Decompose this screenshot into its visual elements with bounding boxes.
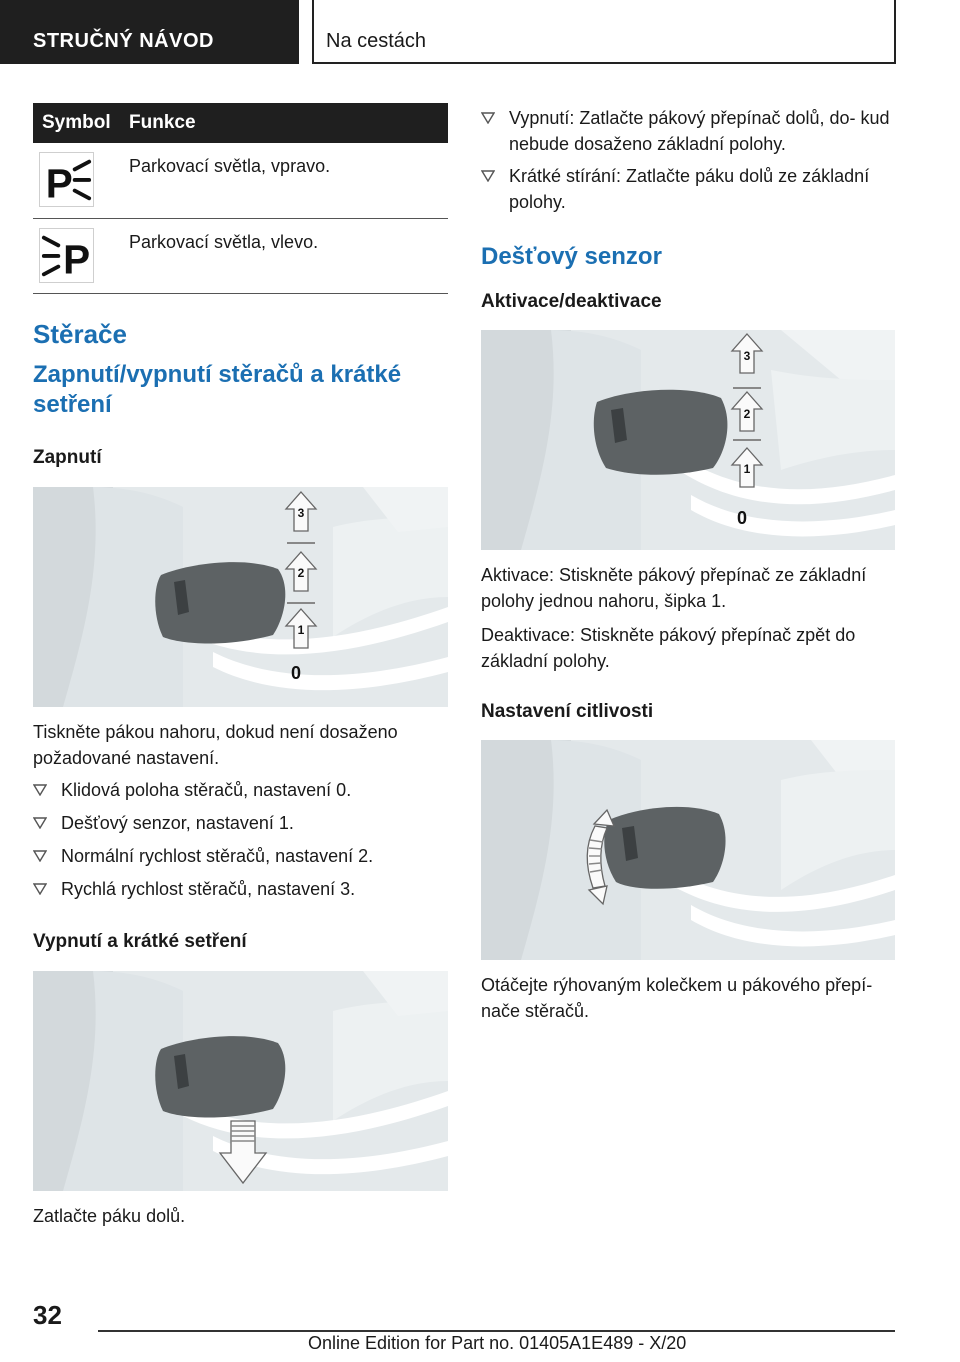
list-item: Klidová poloha stěračů, nastavení 0. (33, 777, 448, 803)
function-cell: Parkovací světla, vlevo. (121, 218, 448, 293)
function-cell: Parkovací světla, vpravo. (121, 143, 448, 218)
fig3-label-3: 3 (743, 349, 751, 363)
fig1-label-2: 2 (297, 565, 305, 580)
bullet-triangle-icon (481, 170, 495, 182)
off-heading: Vypnutí a krátké setření (33, 930, 247, 952)
table-row (33, 143, 448, 218)
fig1-label-1: 1 (297, 622, 305, 637)
list-item: Krátké stírání: Zatlačte páku dolů ze základní polohy. (481, 163, 895, 215)
activation-heading: Aktivace/deaktivace (481, 291, 662, 312)
rain-sensor-lever-illustration (481, 330, 895, 550)
subsection-title: Zapnutí/vypnutí stěračů a krátké setření (33, 360, 402, 418)
bullet-triangle-icon (33, 784, 47, 796)
deactivation-text: Deaktivace: Stiskněte pákový přepínač zpět do základní polohy. (481, 625, 856, 671)
section-tab: STRUČNÝ NÁVOD (0, 0, 299, 64)
symbol-table (33, 103, 448, 294)
parking-light-left-icon (39, 228, 94, 283)
rain-sensor-title: Dešťový senzor (481, 243, 662, 270)
sensitivity-text: Otáčejte rýhovaným kolečkem u pákového přepí- nače stěračů. (481, 975, 873, 1021)
fig1-label-0: 0 (291, 662, 302, 683)
sensitivity-heading: Nastavení citlivosti (481, 701, 654, 722)
list-item: Dešťový senzor, nastavení 1. (33, 810, 448, 836)
page-number: 32 (33, 1300, 62, 1330)
footer-divider (98, 1330, 895, 1332)
symbol-column-header: Symbol (33, 103, 121, 143)
list-item: Rychlá rychlost stěračů, nastavení 3. (33, 876, 448, 902)
wiper-lever-down-illustration (33, 971, 448, 1191)
list-item: Normální rychlost stěračů, nastavení 2. (33, 843, 448, 869)
fig3-label-2: 2 (743, 407, 751, 421)
svg-text:P: P (45, 160, 73, 207)
on-instruction: Tiskněte pákou nahoru, dokud není dosaženo požadované nastavení. (33, 721, 398, 768)
bullet-triangle-icon (33, 883, 47, 895)
edition-note: Online Edition for Part no. 01405A1E489 - X/20 (308, 1333, 687, 1353)
fig3-label-1: 1 (743, 462, 751, 476)
setting-list (33, 777, 448, 902)
bullet-triangle-icon (481, 112, 495, 124)
off-instruction: Zatlačte páku dolů. (33, 1205, 186, 1226)
activation-text: Aktivace: Stiskněte pákový přepínač ze základní polohy jednou nahoru, šipka 1. (481, 565, 867, 611)
bullet-triangle-icon (33, 817, 47, 829)
fig3-label-0: 0 (737, 508, 748, 528)
parking-light-right-icon (39, 152, 94, 207)
left-column (33, 103, 448, 1229)
svg-text:P: P (63, 235, 91, 282)
section-title: Stěrače (33, 318, 127, 349)
on-heading: Zapnutí (33, 446, 102, 468)
list-item: Vypnutí: Zatlačte pákový přepínač dolů, do- kud nebude dosaženo základní polohy. (481, 105, 895, 157)
chapter-title: Na cestách (312, 0, 896, 64)
function-column-header: Funkce (121, 103, 448, 143)
right-column (481, 103, 895, 1024)
fig1-label-3: 3 (297, 505, 305, 520)
wiper-lever-up-illustration (33, 487, 448, 707)
sensitivity-wheel-illustration (481, 740, 895, 960)
bullet-triangle-icon (33, 850, 47, 862)
table-row (33, 218, 448, 293)
